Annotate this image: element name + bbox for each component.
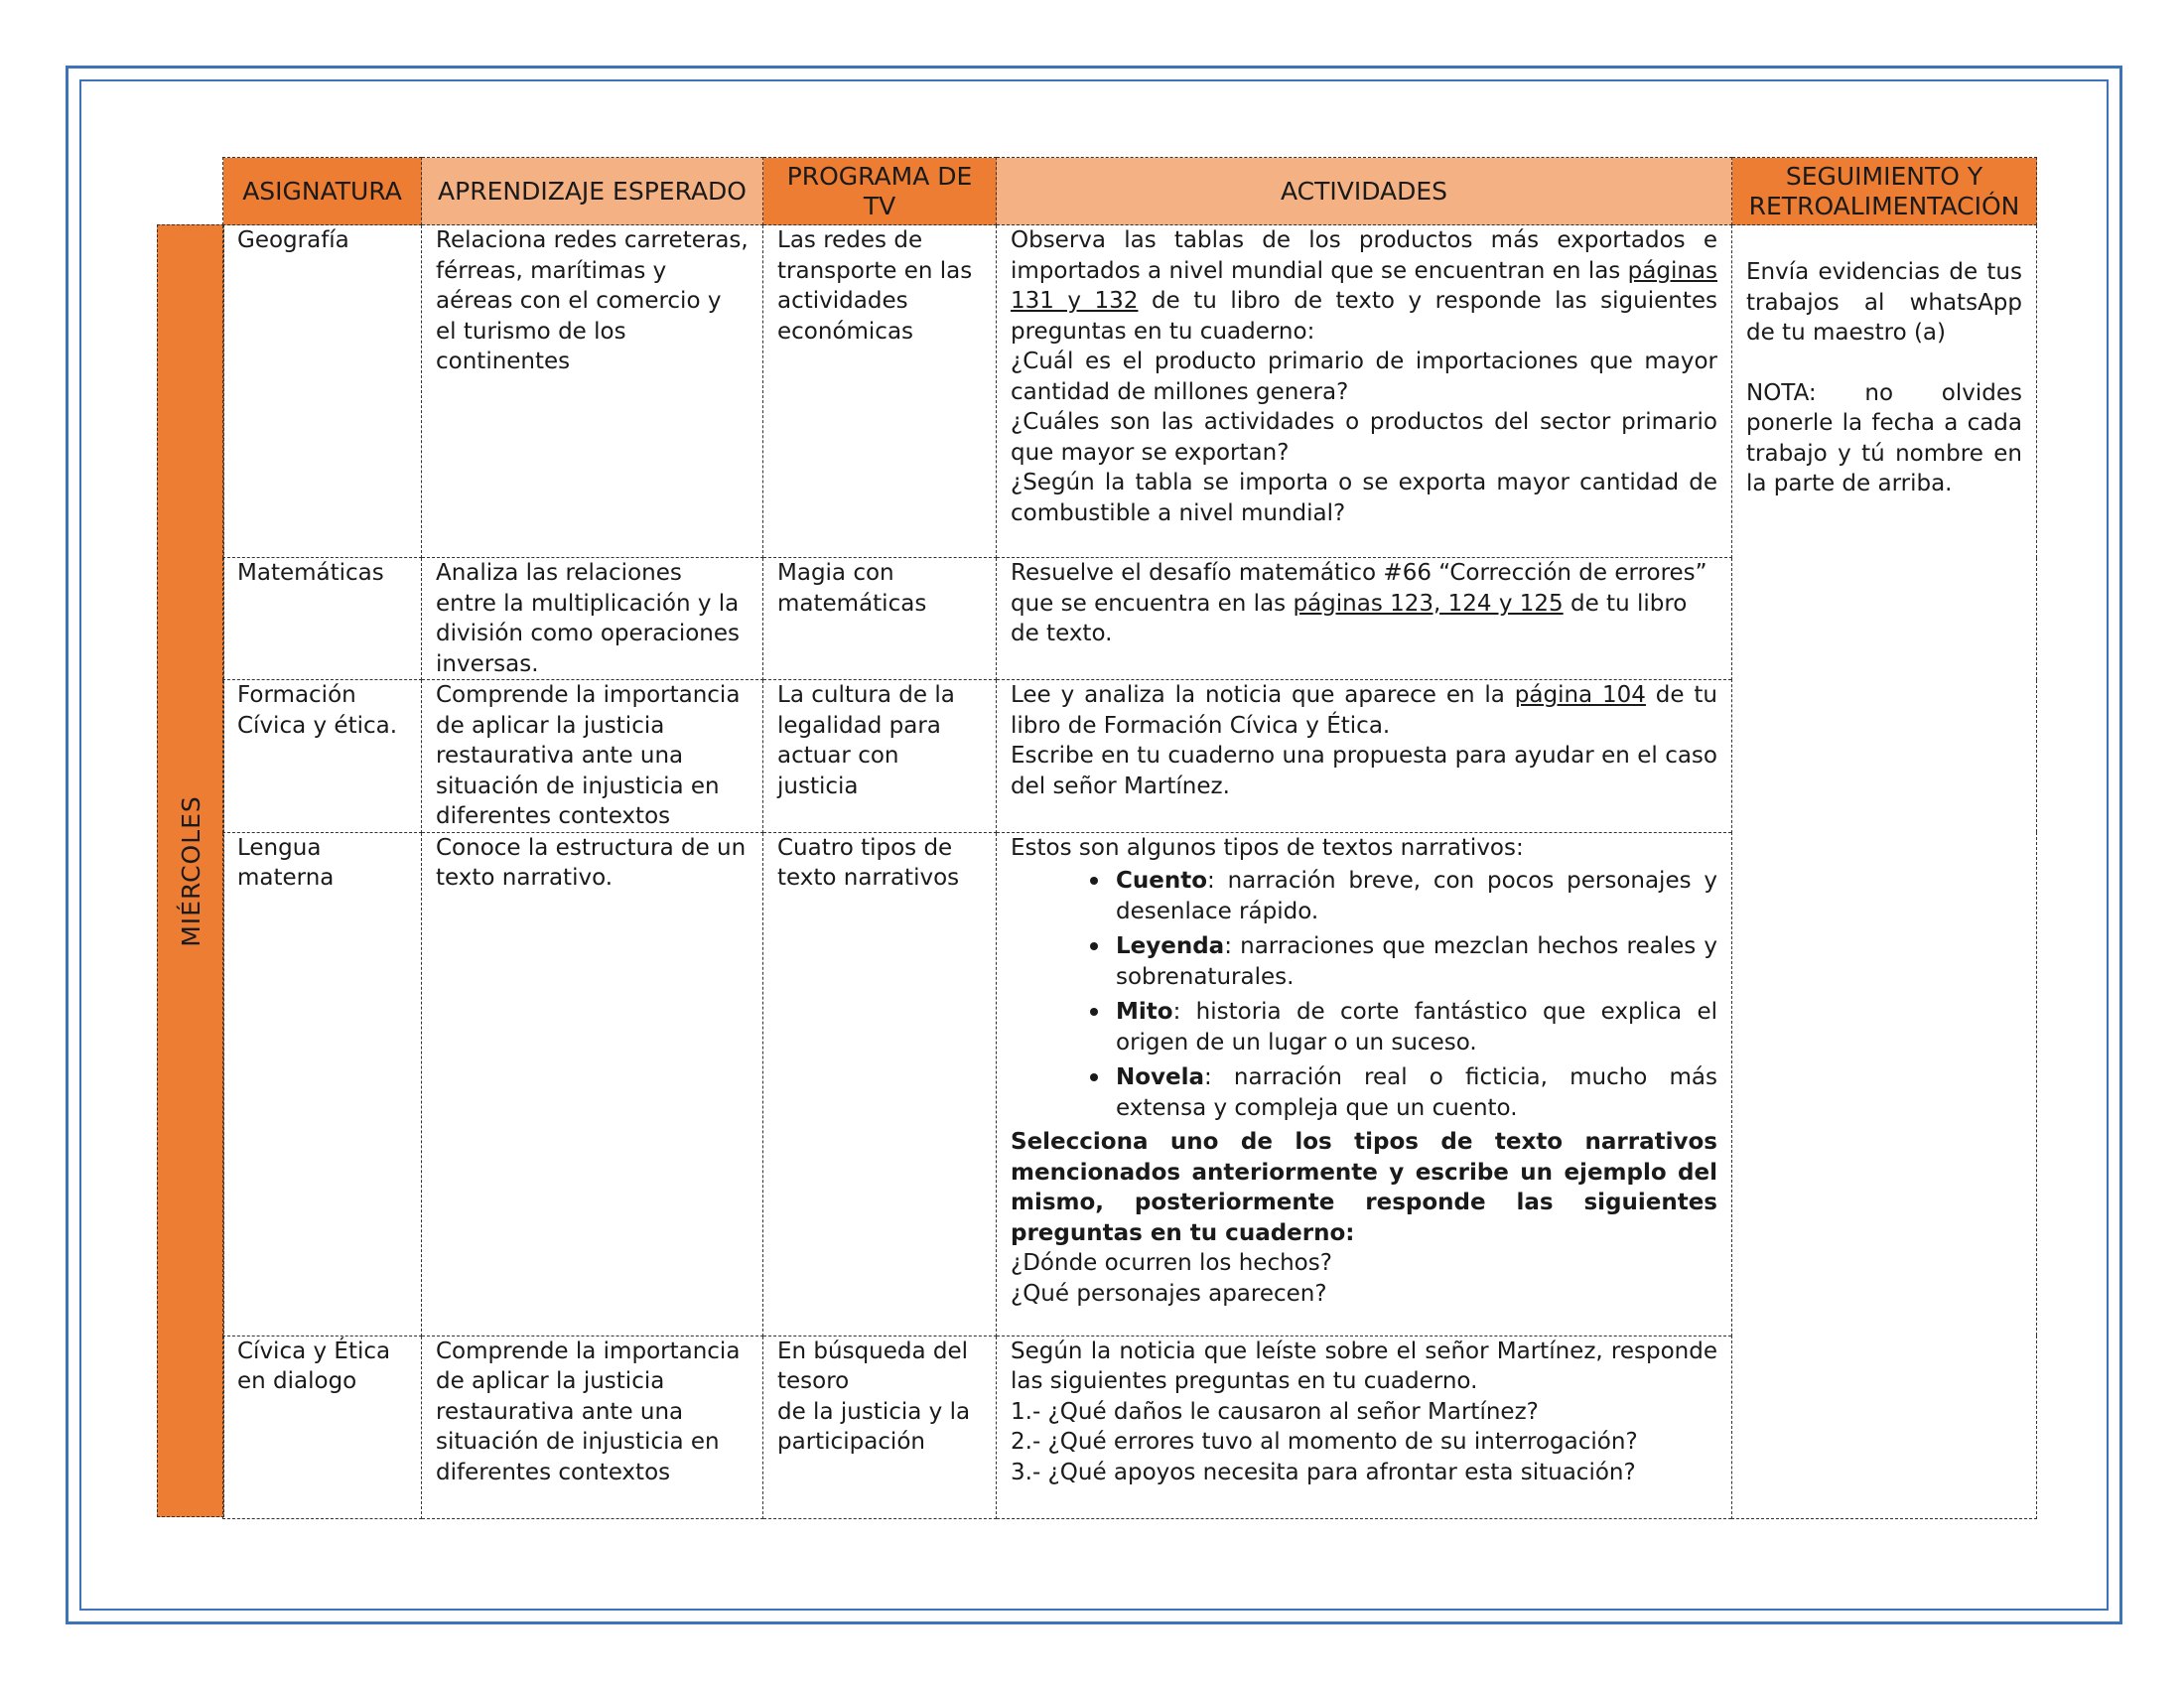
activity-text: Escribe en tu cuaderno una propuesta para ayudar en el caso del señor Martínez. bbox=[1011, 743, 1717, 799]
subject-cell: Geografía bbox=[223, 225, 422, 558]
program-cell bbox=[763, 1336, 997, 1518]
program-line: de la justicia y la participación bbox=[777, 1398, 971, 1455]
lesson-plan-table bbox=[222, 157, 2037, 1519]
narrative-types-list bbox=[1011, 865, 1717, 1123]
followup-cell bbox=[1732, 225, 2037, 1519]
question: 3.- ¿Qué apoyos necesita para afrontar esta situación? bbox=[1011, 1459, 1636, 1485]
subject-cell: Cívica y Ética en dialogo bbox=[223, 1336, 422, 1518]
type-description: : narración breve, con pocos personajes y desenlace rápido. bbox=[1116, 868, 1717, 924]
activities-cell bbox=[997, 1336, 1732, 1518]
list-item bbox=[1112, 1061, 1717, 1123]
day-column bbox=[157, 224, 224, 1517]
question: ¿Cuáles son las actividades o productos del sector primario que mayor se exportan? bbox=[1011, 409, 1717, 466]
program-line: En búsqueda del tesoro bbox=[777, 1337, 969, 1394]
learning-cell: Comprende la importancia de aplicar la justicia restaurativa ante una situación de injusticia en diferentes contextos bbox=[422, 1336, 763, 1518]
learning-cell: Analiza las relaciones entre la multiplicación y la división como operaciones inversas. bbox=[422, 558, 763, 680]
question: 1.- ¿Qué daños le causaron al señor Martínez? bbox=[1011, 1398, 1539, 1425]
type-term: Novela bbox=[1116, 1064, 1205, 1090]
activity-text: de tu libro de texto. bbox=[1011, 590, 1688, 646]
activity-text: Resuelve el desafío matemático #66 “Corrección de errores” que se encuentra en las bbox=[1011, 560, 1707, 617]
activity-text: Estos son algunos tipos de textos narrativos: bbox=[1011, 834, 1524, 861]
list-item bbox=[1112, 996, 1717, 1057]
activities-cell bbox=[997, 558, 1732, 680]
table-row bbox=[223, 225, 2037, 558]
program-cell: Cuatro tipos de texto narrativos bbox=[763, 832, 997, 1336]
header-actividades: ACTIVIDADES bbox=[997, 158, 1732, 225]
type-term: Mito bbox=[1116, 999, 1173, 1025]
followup-note: NOTA: no olvides ponerle la fecha a cada trabajo y tú nombre en la parte de arriba. bbox=[1746, 379, 2022, 496]
activities-cell bbox=[997, 832, 1732, 1336]
list-item bbox=[1112, 865, 1717, 926]
activities-cell bbox=[997, 225, 1732, 558]
question: ¿Cuál es el producto primario de importaciones que mayor cantidad de millones genera? bbox=[1011, 349, 1717, 405]
subject-cell: Formación Cívica y ética. bbox=[223, 680, 422, 833]
header-asignatura: ASIGNATURA bbox=[223, 158, 422, 225]
list-item bbox=[1112, 930, 1717, 992]
activities-cell bbox=[997, 680, 1732, 833]
type-term: Cuento bbox=[1116, 868, 1208, 894]
page-reference: página 104 bbox=[1514, 682, 1646, 708]
learning-cell: Conoce la estructura de un texto narrativo. bbox=[422, 832, 763, 1336]
type-term: Leyenda bbox=[1116, 933, 1225, 959]
activity-text: Lee y analiza la noticia que aparece en la bbox=[1011, 682, 1515, 708]
program-cell: Magia con matemáticas bbox=[763, 558, 997, 680]
activity-text: Según la noticia que leíste sobre el señor Martínez, responde las siguientes preguntas en tu cuaderno. bbox=[1011, 1337, 1717, 1394]
page-reference: páginas 131 y 132 bbox=[1011, 257, 1717, 314]
type-description: : historia de corte fantástico que explica el origen de un lugar o un suceso. bbox=[1116, 999, 1717, 1055]
activity-text: Observa las tablas de los productos más exportados e importados a nivel mundial que se encuentran en las bbox=[1011, 227, 1717, 284]
activity-text: de tu libro de Formación Cívica y Ética. bbox=[1011, 682, 1718, 739]
question: ¿Según la tabla se importa o se exporta mayor cantidad de combustible a nivel mundial? bbox=[1011, 470, 1717, 526]
followup-text: Envía evidencias de tus trabajos al whatsApp de tu maestro (a) bbox=[1746, 259, 2022, 346]
subject-cell: Matemáticas bbox=[223, 558, 422, 680]
question: ¿Dónde ocurren los hechos? bbox=[1011, 1250, 1332, 1276]
header-programa: PROGRAMA DE TV bbox=[763, 158, 997, 225]
page-reference: páginas 123, 124 y 125 bbox=[1293, 590, 1564, 617]
subject-cell: Lengua materna bbox=[223, 832, 422, 1336]
header-row bbox=[223, 158, 2037, 225]
question: 2.- ¿Qué errores tuvo al momento de su interrogación? bbox=[1011, 1429, 1638, 1455]
header-seguimiento: SEGUIMIENTO Y RETROALIMENTACIÓN bbox=[1732, 158, 2037, 225]
header-aprendizaje: APRENDIZAJE ESPERADO bbox=[422, 158, 763, 225]
activity-instruction: Selecciona uno de los tipos de texto narrativos mencionados anteriormente y escribe un ejemplo del mismo, posteriormente responde las siguientes preguntas en tu cuaderno: bbox=[1011, 1129, 1717, 1246]
program-cell: La cultura de la legalidad para actuar con justicia bbox=[763, 680, 997, 833]
question: ¿Qué personajes aparecen? bbox=[1011, 1280, 1327, 1307]
type-description: : narración real o ficticia, mucho más extensa y compleja que un cuento. bbox=[1116, 1064, 1717, 1121]
activity-text: de tu libro de texto y responde las siguientes preguntas en tu cuaderno: bbox=[1011, 288, 1717, 345]
learning-cell: Relaciona redes carreteras, férreas, marítimas y aéreas con el comercio y el turismo de los continentes bbox=[422, 225, 763, 558]
learning-cell: Comprende la importancia de aplicar la justicia restaurativa ante una situación de injusticia en diferentes contextos bbox=[422, 680, 763, 833]
day-label: MIÉRCOLES bbox=[176, 794, 205, 947]
program-cell: Las redes de transporte en las actividades económicas bbox=[763, 225, 997, 558]
type-description: : narraciones que mezclan hechos reales y sobrenaturales. bbox=[1116, 933, 1717, 990]
